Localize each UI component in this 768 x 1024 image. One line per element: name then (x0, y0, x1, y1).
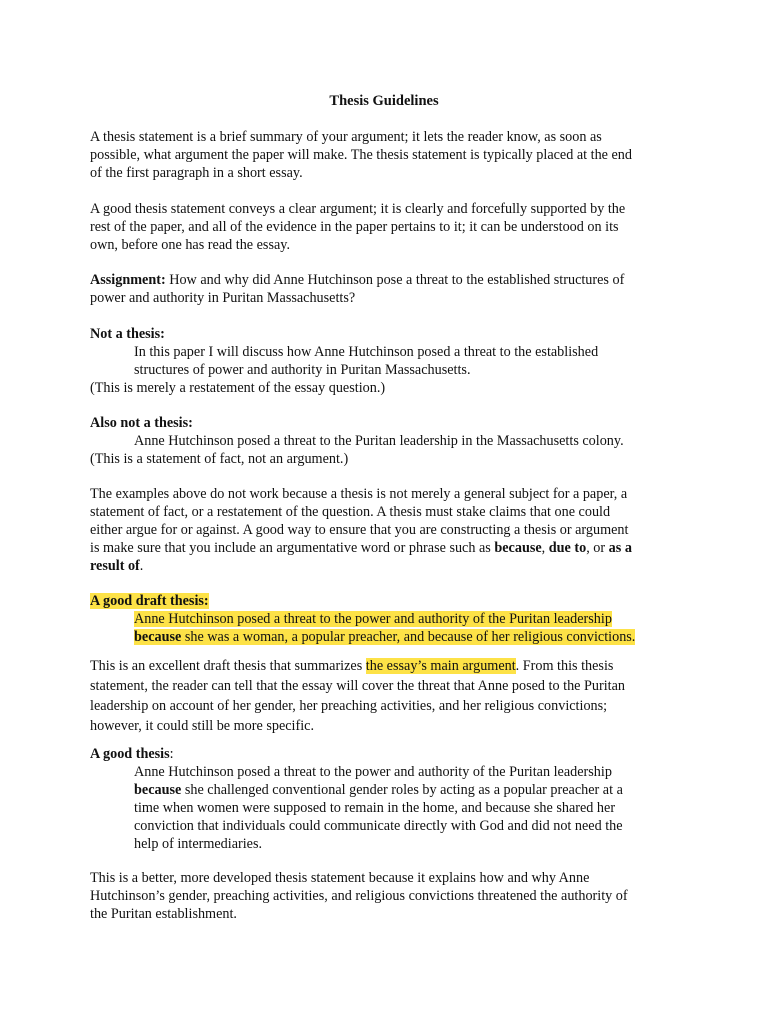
thesis-line: because she challenged conventional gender roles by acting as a popular preacher at a (134, 782, 623, 798)
example-note: (This is merely a restatement of the essay question.) (90, 380, 386, 396)
definition-line: rest of the paper, and all of the evidence in the paper pertains to it; it can be understood on its (90, 219, 619, 235)
good-thesis-section (90, 745, 680, 853)
paragraph-line: Hutchinson’s gender, preaching activities, and religious convictions threatened the authority of (90, 888, 628, 904)
explanation-line: is make sure that you include an argumentative word or phrase such as because, due to, or as a (90, 540, 632, 556)
example-line: In this paper I will discuss how Anne Hutchinson posed a threat to the established (134, 344, 599, 360)
explanation-line: result of. (90, 558, 144, 574)
section-heading: Also not a thesis: (90, 415, 193, 431)
example-note: (This is a statement of fact, not an argument.) (90, 451, 349, 467)
assignment-line (90, 271, 680, 289)
keyword: result of (90, 558, 140, 574)
keyword: due to (548, 540, 587, 556)
draft-line: Anne Hutchinson posed a threat to the power and authority of the Puritan leadership (134, 611, 612, 627)
intro-line: of the first paragraph in a short essay. (90, 165, 303, 181)
good-thesis-definition (90, 200, 680, 254)
final-paragraph (90, 869, 680, 923)
page-title: Thesis Guidelines (329, 93, 439, 109)
paragraph-line: however, it could still be more specific. (90, 718, 314, 734)
assignment-label: Assignment: (90, 272, 166, 288)
thesis-line: conviction that individuals could communicate directly with God and did not need the (134, 818, 623, 834)
intro-paragraph (90, 128, 680, 182)
assignment-paragraph (90, 271, 680, 307)
paragraph-line: statement, the reader can tell that the essay will cover the threat that Anne posed to the Puritan (90, 678, 626, 694)
intro-line: A thesis statement is a brief summary of your argument; it lets the reader know, as soon as (90, 129, 602, 145)
draft-line: because she was a woman, a popular preacher, and because of her religious convictions. (134, 629, 636, 645)
example-line: structures of power and authority in Puritan Massachusetts. (134, 362, 471, 378)
section-heading: A good thesis: (90, 746, 174, 762)
keyword: because (134, 629, 182, 645)
thesis-line: Anne Hutchinson posed a threat to the power and authority of the Puritan leadership (134, 764, 612, 780)
paragraph-line: the Puritan establishment. (90, 906, 237, 922)
highlighted-heading: A good draft thesis: (90, 593, 209, 609)
example-line: Anne Hutchinson posed a threat to the Puritan leadership in the Massachusetts colony. (134, 433, 624, 449)
explanation-line: statement of fact, or a restatement of the question. A thesis must stake claims that one could (90, 504, 611, 520)
not-a-thesis-section (90, 325, 680, 397)
definition-line: A good thesis statement conveys a clear argument; it is clearly and forcefully supported by the (90, 201, 626, 217)
section-heading: Not a thesis: (90, 326, 165, 342)
good-draft-thesis-section (90, 592, 680, 646)
keyword: because (494, 540, 542, 556)
excellent-draft-paragraph (90, 656, 680, 736)
explanation-paragraph (90, 485, 680, 575)
keyword: because (134, 782, 182, 798)
paragraph-line: leadership on account of her gender, her preaching activities, and her religious convictions; (90, 698, 608, 714)
intro-line: possible, what argument the paper will make. The thesis statement is typically placed at the end (90, 147, 632, 163)
definition-line: own, before one has read the essay. (90, 237, 290, 253)
explanation-line: The examples above do not work because a thesis is not merely a general subject for a paper, a (90, 486, 628, 502)
thesis-line: time when women were supposed to remain in the home, and because she shared her (134, 800, 616, 816)
explanation-line: either argue for or against. A good way to ensure that you are constructing a thesis or argument (90, 522, 629, 538)
assignment-text: How and why did Anne Hutchinson pose a threat to the established structures of (165, 272, 625, 288)
paragraph-line: This is a better, more developed thesis statement because it explains how and why Anne (90, 870, 590, 886)
keyword: as a (608, 540, 632, 556)
also-not-thesis-section (90, 414, 680, 468)
highlighted-phrase: the essay’s main argument (365, 658, 516, 674)
paragraph-line: This is an excellent draft thesis that summarizes the essay’s main argument. From this thesis (90, 658, 614, 674)
thesis-line: help of intermediaries. (134, 836, 263, 852)
assignment-line: power and authority in Puritan Massachusetts? (90, 290, 356, 306)
section-heading (90, 592, 680, 610)
